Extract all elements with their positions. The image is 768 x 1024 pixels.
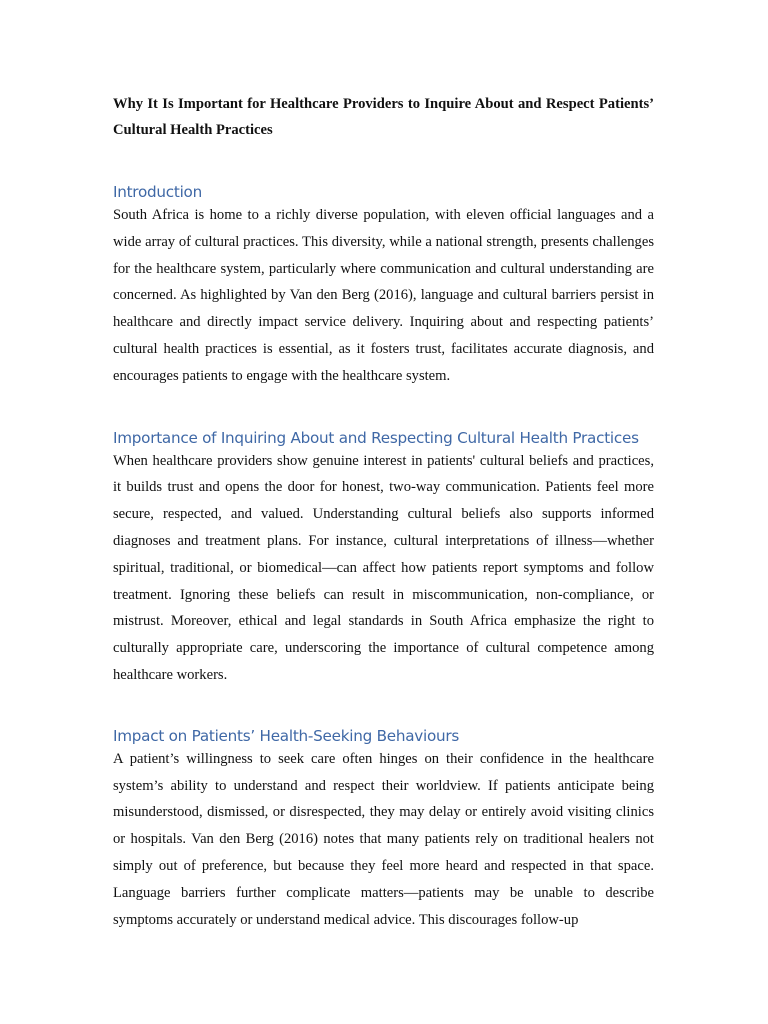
section-body-introduction: South Africa is home to a richly diverse population, with eleven official languages and a wide array of cultural practices. This diversity, while a national strength, presents challenges for the healthcare system, particularly where communication and cultural understanding are concerned. As highlighted by Van den Berg (2016), language and cultural barriers persist in healthcare and directly impact service delivery. Inquiring about and respecting patients’ cultural health practices is essential, as it fosters trust, facilitates accurate diagnosis, and encourages patients to engage with the healthcare system. — [113, 207, 654, 384]
document-page — [113, 91, 654, 933]
section-heading-importance: Importance of Inquiring About and Respecting Cultural Health Practices — [113, 428, 639, 447]
section-importance — [113, 428, 654, 689]
section-heading-introduction: Introduction — [113, 183, 202, 201]
section-introduction — [113, 182, 654, 390]
section-impact — [113, 726, 654, 934]
section-body-impact: A patient’s willingness to seek care often hinges on their confidence in the healthcare system’s ability to understand and respect their worldview. If patients anticipate being misunderstood, dismissed, or disrespected, they may delay or entirely avoid visiting clinics or hospitals. Van den Berg (2016) notes that many patients rely on traditional healers not simply out of preference, but because they feel more heard and respected in that space. Language barriers further complicate matters—patients may be unable to describe symptoms accurately or understand medical advice. This discourages follow-up — [113, 750, 654, 928]
document-title: Why It Is Important for Healthcare Providers to Inquire About and Respect Patients’ Cultural Health Practices — [113, 96, 654, 138]
section-body-importance: When healthcare providers show genuine interest in patients' cultural beliefs and practices, it builds trust and opens the door for honest, two-way communication. Patients feel more secure, respected, and valued. Understanding cultural beliefs also supports informed diagnoses and treatment plans. For instance, cultural interpretations of illness—whether spiritual, traditional, or biomedical—can affect how patients report symptoms and follow treatment. Ignoring these beliefs can result in miscommunication, non-compliance, or mistrust. Moreover, ethical and legal standards in South Africa emphasize the right to culturally appropriate care, underscoring the importance of cultural competence among healthcare workers. — [113, 452, 654, 683]
section-heading-impact: Impact on Patients’ Health-Seeking Behaviours — [113, 726, 460, 745]
